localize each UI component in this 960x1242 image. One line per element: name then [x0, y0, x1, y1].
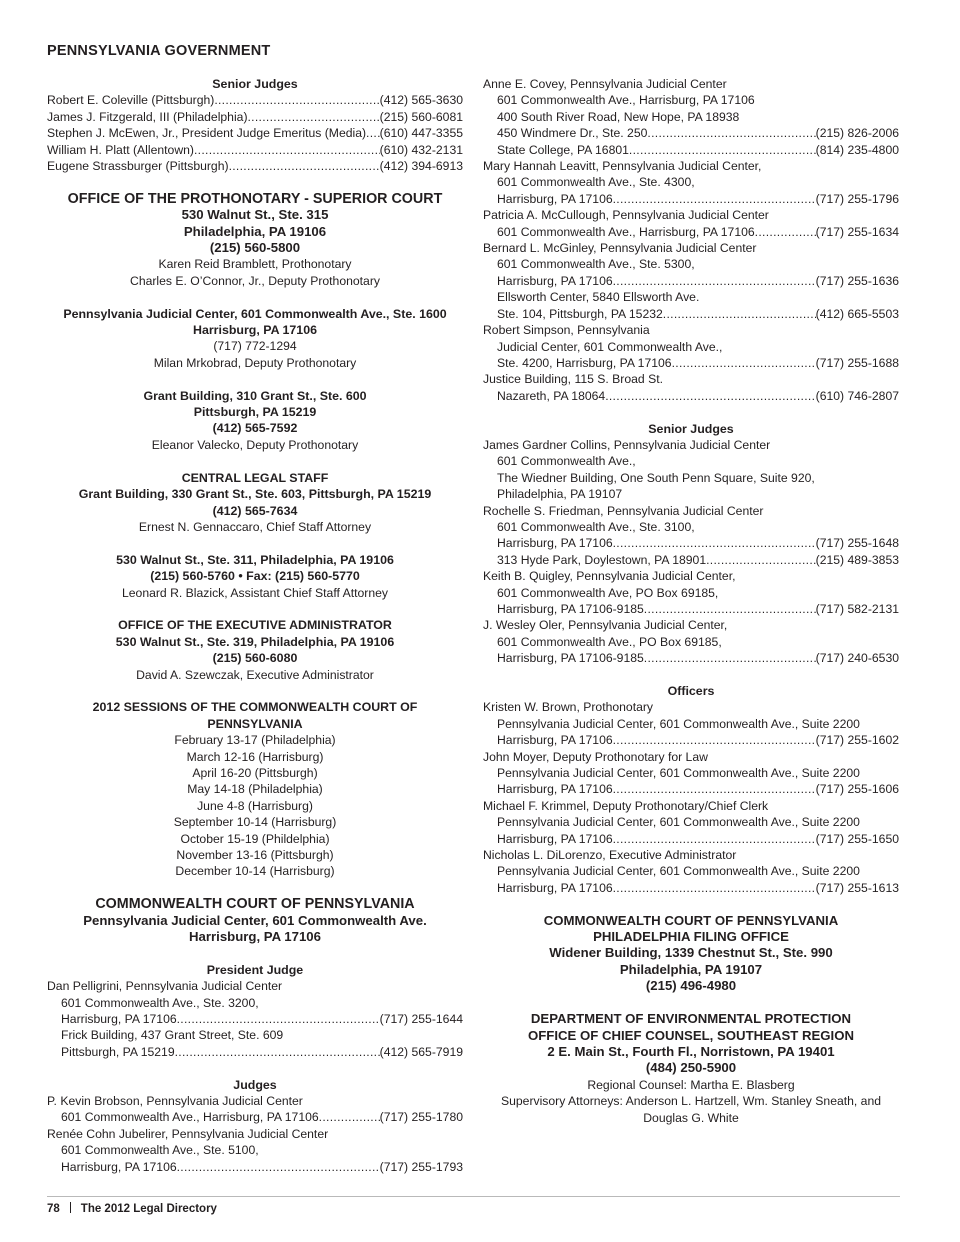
- heading-line: OFFICE OF CHIEF COUNSEL, SOUTHEAST REGION: [527, 1027, 855, 1043]
- centered-text-block: [47, 338, 463, 371]
- entry-line: [47, 109, 463, 125]
- dot-leader: [229, 158, 380, 174]
- dot-leader: [613, 781, 816, 797]
- text-line: October 15-19 (Phildelphia): [180, 831, 330, 846]
- phone-number: (412) 565-7919: [379, 1044, 463, 1059]
- entry-text: 601 Commonwealth Ave., Ste. 3100,: [497, 519, 695, 534]
- section-spacer: [483, 404, 899, 420]
- listing-entry: [483, 371, 899, 404]
- centered-text-block: [47, 437, 463, 453]
- entry-text: 601 Commonwealth Ave., PO Box 69185,: [497, 634, 722, 649]
- dot-leader: [672, 355, 816, 371]
- centered-text-block: [47, 585, 463, 601]
- heading-line: Pennsylvania Judicial Center, 601 Commonwealth Ave.: [83, 912, 427, 928]
- entry-text: Patricia A. McCullough, Pennsylvania Judicial Center: [483, 208, 769, 223]
- section-heading: [47, 962, 463, 978]
- phone-number: (717) 255-1602: [815, 733, 899, 748]
- section-heading: [47, 470, 463, 519]
- section-heading: [47, 913, 463, 946]
- dot-leader: [613, 191, 816, 207]
- listing-group: [483, 699, 899, 896]
- centered-text-block: [47, 667, 463, 683]
- entry-text: P. Kevin Brobson, Pennsylvania Judicial Center: [47, 1094, 303, 1109]
- section-spacer: [47, 880, 463, 896]
- entry-text: Pittsburgh, PA 15219: [61, 1044, 175, 1059]
- dot-leader: [663, 306, 816, 322]
- text-line: Supervisory Attorneys: Anderson L. Hartzell, Wm. Stanley Sneath, and: [500, 1094, 882, 1109]
- entry-text: 601 Commonwealth Ave., Harrisburg, PA 17106: [497, 93, 755, 108]
- phone-number: (610) 746-2807: [815, 388, 899, 403]
- listing-entry: [483, 158, 899, 207]
- section-spacer: [47, 683, 463, 699]
- dot-leader: [214, 92, 379, 108]
- listing-group: [483, 437, 899, 667]
- entry-text: Ste. 104, Pittsburgh, PA 15232: [497, 306, 663, 321]
- dot-leader: [647, 125, 815, 141]
- text-line: September 10-14 (Harrisburg): [173, 815, 337, 830]
- entry-text: Pennsylvania Judicial Center, 601 Commonwealth Ave., Suite 2200: [497, 815, 860, 830]
- section-heading: [483, 683, 899, 699]
- entry-line: [47, 125, 463, 141]
- phone-number: (717) 255-1644: [379, 1012, 463, 1027]
- entry-text: Philadelphia, PA 19107: [497, 487, 623, 502]
- section-heading: [483, 1011, 899, 1077]
- heading-line: CENTRAL LEGAL STAFF: [181, 470, 329, 485]
- entry-text: Nicholas L. DiLorenzo, Executive Administrator: [483, 848, 737, 863]
- heading-line: Judges: [233, 1077, 277, 1092]
- section-spacer: [483, 667, 899, 683]
- entry-text: 601 Commonwealth Ave., Ste. 5300,: [497, 257, 695, 272]
- phone-number: (412) 394-6913: [379, 159, 463, 174]
- entry-text: Harrisburg, PA 17106: [497, 880, 613, 895]
- entry-text: William H. Platt (Allentown): [47, 142, 194, 157]
- heading-line: Pittsburgh, PA 15219: [193, 405, 317, 420]
- phone-number: (610) 432-2131: [379, 142, 463, 157]
- dot-leader: [613, 273, 816, 289]
- dot-leader: [177, 1011, 380, 1027]
- entry-line: [483, 535, 899, 551]
- heading-line: Harrisburg, PA 17106: [193, 323, 317, 338]
- entry-text: State College, PA 16801: [497, 142, 629, 157]
- entry-text: James Gardner Collins, Pennsylvania Judicial Center: [483, 437, 771, 452]
- entry-text: Harrisburg, PA 17106: [497, 782, 613, 797]
- section-heading: [47, 552, 463, 585]
- entry-text: 601 Commonwealth Ave, PO Box 69185,: [497, 585, 719, 600]
- listing-entry: [47, 1093, 463, 1126]
- entry-text: Harrisburg, PA 17106: [61, 1159, 177, 1174]
- heading-line: Grant Building, 310 Grant St., Ste. 600: [143, 388, 367, 403]
- entry-line: [483, 781, 899, 797]
- heading-line: 530 Walnut St., Ste. 311, Philadelphia, PA 19106: [116, 552, 394, 567]
- section-spacer: [47, 289, 463, 305]
- entry-text: Harrisburg, PA 17106-9185: [497, 651, 644, 666]
- entry-text: 601 Commonwealth Ave.,: [497, 454, 636, 469]
- text-line: December 10-14 (Harrisburg): [175, 864, 335, 879]
- phone-number: (717) 255-1606: [815, 782, 899, 797]
- entry-text: Michael F. Krimmel, Deputy Prothonotary/Chief Clerk: [483, 798, 769, 813]
- listing-entry: [483, 699, 899, 748]
- listing-entry: [483, 617, 899, 666]
- dot-leader: [366, 125, 380, 141]
- listing-entry: [47, 142, 463, 158]
- heading-line: Senior Judges: [212, 77, 298, 91]
- dot-leader: [613, 831, 816, 847]
- page-header: PENNSYLVANIA GOVERNMENT: [47, 43, 271, 59]
- entry-text: Dan Pelligrini, Pennsylvania Judicial Center: [47, 979, 283, 994]
- heading-line: (412) 565-7634: [212, 503, 298, 518]
- phone-number: (717) 255-1793: [379, 1159, 463, 1174]
- centered-text-block: [483, 1077, 899, 1126]
- phone-number: (215) 826-2006: [815, 126, 899, 141]
- listing-group: [47, 92, 463, 174]
- listing-entry: [483, 749, 899, 798]
- entry-text: Ellsworth Center, 5840 Ellsworth Ave.: [497, 290, 700, 305]
- entry-text: Renée Cohn Jubelirer, Pennsylvania Judicial Center: [47, 1126, 329, 1141]
- listing-entry: [47, 1126, 463, 1175]
- entry-line: [483, 224, 899, 240]
- phone-number: (717) 255-1613: [815, 880, 899, 895]
- entry-text: Eugene Strassburger (Pittsburgh): [47, 159, 229, 174]
- entry-text: Harrisburg, PA 17106: [497, 191, 613, 206]
- dot-leader: [319, 1109, 380, 1125]
- phone-number: (717) 255-1650: [815, 831, 899, 846]
- entry-text: Harrisburg, PA 17106: [61, 1012, 177, 1027]
- listing-entry: [483, 847, 899, 896]
- section-spacer: [47, 371, 463, 387]
- phone-number: (717) 255-1796: [815, 191, 899, 206]
- entry-line: [483, 601, 899, 617]
- entry-text: John Moyer, Deputy Prothonotary for Law: [483, 749, 708, 764]
- entry-text: Judicial Center, 601 Commonwealth Ave.,: [497, 339, 723, 354]
- text-line: June 4-8 (Harrisburg): [197, 798, 313, 813]
- heading-line: Widener Building, 1339 Chestnut St., Ste. 990: [549, 945, 833, 961]
- entry-text: 601 Commonwealth Ave., Ste. 3200,: [61, 995, 259, 1010]
- section-spacer: [483, 995, 899, 1011]
- entry-line: [483, 125, 899, 141]
- heading-line: Philadelphia, PA 19106: [183, 223, 327, 239]
- dot-leader: [175, 1044, 380, 1060]
- entry-line: [47, 1109, 463, 1125]
- heading-line: Officers: [667, 684, 715, 698]
- heading-line: (215) 496-4980: [645, 978, 737, 994]
- entry-text: Rochelle S. Friedman, Pennsylvania Judicial Center: [483, 503, 764, 518]
- listing-group: [47, 978, 463, 1060]
- heading-line: 530 Walnut St., Ste. 315: [181, 207, 329, 223]
- phone-number: (215) 489-3853: [815, 552, 899, 567]
- heading-line: Philadelphia, PA 19107: [619, 961, 763, 977]
- entry-text: 601 Commonwealth Ave., Harrisburg, PA 17106: [61, 1110, 319, 1125]
- entry-line: [47, 158, 463, 174]
- entry-text: 400 South River Road, New Hope, PA 18938: [497, 109, 740, 124]
- entry-text: Pennsylvania Judicial Center, 601 Commonwealth Ave., Suite 2200: [497, 864, 860, 879]
- entry-text: Robert E. Coleville (Pittsburgh): [47, 93, 215, 108]
- text-line: May 14-18 (Philadelphia): [187, 782, 323, 797]
- entry-text: Harrisburg, PA 17106-9185: [497, 601, 644, 616]
- section-heading: [483, 421, 899, 437]
- heading-line: (215) 560-5800: [209, 240, 301, 256]
- entry-text: Harrisburg, PA 17106: [497, 536, 613, 551]
- dot-leader: [644, 601, 816, 617]
- dot-leader: [644, 650, 816, 666]
- heading-line: 2012 SESSIONS OF THE COMMONWEALTH COURT OF: [92, 700, 418, 715]
- publication-title: The 2012 Legal Directory: [80, 1203, 217, 1215]
- heading-line: Grant Building, 330 Grant St., Ste. 603, Pittsburgh, PA 15219: [78, 487, 432, 502]
- listing-entry: [483, 240, 899, 322]
- section-spacer: [47, 945, 463, 961]
- section-spacer: [47, 601, 463, 617]
- dot-leader: [248, 109, 380, 125]
- dot-leader: [194, 142, 380, 158]
- entry-line: [483, 650, 899, 666]
- entry-line: [47, 142, 463, 158]
- entry-line: [483, 880, 899, 896]
- listing-entry: [483, 568, 899, 617]
- page-footer: [47, 1202, 217, 1215]
- text-line: Douglas G. White: [643, 1110, 739, 1125]
- heading-line: PENNSYLVANIA: [207, 716, 303, 731]
- entry-text: Justice Building, 115 S. Broad St.: [483, 372, 663, 387]
- listing-group: [483, 76, 899, 404]
- entry-text: Harrisburg, PA 17106: [497, 831, 613, 846]
- phone-number: (610) 447-3355: [379, 126, 463, 141]
- listing-entry: [47, 158, 463, 174]
- entry-line: [483, 388, 899, 404]
- heading-line: President Judge: [206, 962, 304, 977]
- listing-entry: [47, 125, 463, 141]
- entry-text: Ste. 4200, Harrisburg, PA 17106: [497, 355, 672, 370]
- section-spacer: [47, 1060, 463, 1076]
- text-line: Milan Mrkobrad, Deputy Prothonotary: [153, 355, 357, 370]
- entry-text: Kristen W. Brown, Prothonotary: [483, 700, 654, 715]
- phone-number: (412) 665-5503: [815, 306, 899, 321]
- section-spacer: [47, 174, 463, 190]
- dot-leader: [177, 1159, 380, 1175]
- listing-entry: [483, 207, 899, 240]
- entry-text: Harrisburg, PA 17106: [497, 273, 613, 288]
- entry-line: [483, 142, 899, 158]
- section-heading: [47, 388, 463, 437]
- heading-line: Senior Judges: [648, 421, 734, 436]
- heading-line: COMMONWEALTH COURT OF PENNSYLVANIA: [543, 912, 839, 928]
- section-spacer: [47, 453, 463, 469]
- entry-text: James J. Fitzgerald, III (Philadelphia): [47, 109, 248, 124]
- text-line: Charles E. O’Connor, Jr., Deputy Prothonotary: [130, 273, 380, 288]
- entry-text: Nazareth, PA 18064: [497, 388, 606, 403]
- phone-number: (717) 255-1636: [815, 273, 899, 288]
- section-heading: [47, 699, 463, 732]
- entry-text: Robert Simpson, Pennsylvania: [483, 323, 650, 338]
- entry-text: 450 Windmere Dr., Ste. 250: [497, 126, 648, 141]
- phone-number: (717) 255-1634: [815, 224, 899, 239]
- heading-line: (484) 250-5900: [645, 1060, 737, 1076]
- text-line: April 16-20 (Pittsburgh): [192, 765, 318, 780]
- entry-line: [483, 191, 899, 207]
- entry-text: Frick Building, 437 Grant Street, Ste. 609: [61, 1028, 284, 1043]
- entry-line: [483, 306, 899, 322]
- entry-text: 313 Hyde Park, Doylestown, PA 18901: [497, 552, 707, 567]
- phone-number: (717) 255-1688: [815, 355, 899, 370]
- footer-divider: [47, 1196, 900, 1197]
- heading-line: 530 Walnut St., Ste. 319, Philadelphia, PA 19106: [115, 634, 395, 649]
- section-heading: [483, 913, 899, 995]
- entry-line: [483, 732, 899, 748]
- entry-line: [483, 355, 899, 371]
- listing-entry: [47, 109, 463, 125]
- page-number: 78: [47, 1203, 60, 1215]
- entry-text: Pennsylvania Judicial Center, 601 Commonwealth Ave., Suite 2200: [497, 766, 860, 781]
- dot-leader: [613, 535, 816, 551]
- heading-line: Harrisburg, PA 17106: [189, 929, 321, 944]
- listing-entry: [483, 798, 899, 847]
- entry-text: 601 Commonwealth Ave., Harrisburg, PA 17106: [497, 224, 755, 239]
- heading-line: (412) 565-7592: [212, 421, 298, 436]
- section-spacer: [47, 535, 463, 551]
- phone-number: (717) 582-2131: [815, 601, 899, 616]
- footer-separator: [70, 1202, 71, 1213]
- entry-line: [47, 1044, 463, 1060]
- text-line: Ernest N. Gennaccaro, Chief Staff Attorney: [138, 519, 372, 534]
- entry-text: Harrisburg, PA 17106: [497, 733, 613, 748]
- heading-line: DEPARTMENT OF ENVIRONMENTAL PROTECTION: [530, 1011, 852, 1027]
- heading-line: (215) 560-5760 • Fax: (215) 560-5770: [150, 569, 360, 584]
- section-heading: [47, 191, 463, 207]
- section-heading: [47, 76, 463, 92]
- section-heading: [47, 896, 463, 912]
- entry-text: Pennsylvania Judicial Center, 601 Commonwealth Ave., Suite 2200: [497, 716, 860, 731]
- phone-number: (814) 235-4800: [815, 142, 899, 157]
- text-line: Regional Counsel: Martha E. Blasberg: [587, 1077, 795, 1092]
- dot-leader: [605, 388, 815, 404]
- entry-line: [47, 1011, 463, 1027]
- entry-text: Anne E. Covey, Pennsylvania Judicial Center: [483, 77, 727, 91]
- text-line: February 13-17 (Philadelphia): [174, 733, 336, 748]
- entry-text: 601 Commonwealth Ave., Ste. 4300,: [497, 175, 695, 190]
- centered-text-block: [47, 519, 463, 535]
- entry-line: [483, 273, 899, 289]
- entry-text: Bernard L. McGinley, Pennsylvania Judicial Center: [483, 241, 757, 256]
- section-heading: [47, 617, 463, 666]
- entry-text: Mary Hannah Leavitt, Pennsylvania Judicial Center,: [483, 159, 762, 174]
- entry-text: J. Wesley Oler, Pennsylvania Judicial Center,: [483, 618, 728, 633]
- entry-text: Stephen J. McEwen, Jr., President Judge Emeritus (Media): [47, 126, 367, 141]
- entry-line: [483, 552, 899, 568]
- entry-line: [47, 1159, 463, 1175]
- heading-line: PHILADELPHIA FILING OFFICE: [593, 929, 789, 945]
- listing-entry: [47, 92, 463, 108]
- entry-line: [47, 92, 463, 108]
- dot-leader: [706, 552, 816, 568]
- listing-entry: [483, 322, 899, 371]
- right-column: [483, 76, 899, 1126]
- dot-leader: [613, 732, 816, 748]
- listing-entry: [47, 978, 463, 1060]
- left-column: [47, 76, 463, 1175]
- centered-text-block: [47, 256, 463, 289]
- phone-number: (717) 240-6530: [815, 651, 899, 666]
- entry-text: 601 Commonwealth Ave., Ste. 5100,: [61, 1143, 259, 1158]
- heading-line: COMMONWEALTH COURT OF PENNSYLVANIA: [95, 896, 415, 913]
- dot-leader: [629, 142, 816, 158]
- text-line: November 13-16 (Pittsburgh): [176, 847, 334, 862]
- section-spacer: [483, 896, 899, 912]
- entry-text: The Wiedner Building, One South Penn Square, Suite 920,: [497, 470, 815, 485]
- section-heading: [47, 207, 463, 256]
- phone-number: (412) 565-3630: [379, 93, 463, 108]
- phone-number: (717) 255-1780: [379, 1110, 463, 1125]
- text-line: March 12-16 (Harrisburg): [186, 749, 324, 764]
- dot-leader: [613, 880, 816, 896]
- heading-line: Pennsylvania Judicial Center, 601 Commonwealth Ave., Ste. 1600: [63, 306, 447, 321]
- text-line: Eleanor Valecko, Deputy Prothonotary: [151, 437, 359, 452]
- entry-line: [483, 831, 899, 847]
- text-line: Karen Reid Bramblett, Prothonotary: [158, 257, 352, 272]
- text-line: (717) 772-1294: [213, 339, 297, 354]
- listing-entry: [483, 503, 899, 569]
- phone-number: (717) 255-1648: [815, 536, 899, 551]
- listing-entry: [483, 76, 899, 158]
- heading-line: OFFICE OF THE PROTHONOTARY - SUPERIOR COURT: [67, 190, 443, 207]
- dot-leader: [755, 224, 816, 240]
- heading-line: OFFICE OF THE EXECUTIVE ADMINISTRATOR: [118, 618, 392, 633]
- phone-number: (215) 560-6081: [379, 109, 463, 124]
- text-line: David A. Szewczak, Executive Administrator: [136, 667, 374, 682]
- section-heading: [47, 306, 463, 339]
- listing-entry: [483, 437, 899, 503]
- listing-group: [47, 1093, 463, 1175]
- heading-line: (215) 560-6080: [212, 651, 298, 666]
- heading-line: 2 E. Main St., Fourth Fl., Norristown, PA 19401: [547, 1043, 835, 1059]
- section-heading: [47, 1077, 463, 1093]
- text-line: Leonard R. Blazick, Assistant Chief Staff Attorney: [121, 585, 388, 600]
- centered-text-block: [47, 732, 463, 880]
- entry-text: Keith B. Quigley, Pennsylvania Judicial Center,: [483, 569, 736, 584]
